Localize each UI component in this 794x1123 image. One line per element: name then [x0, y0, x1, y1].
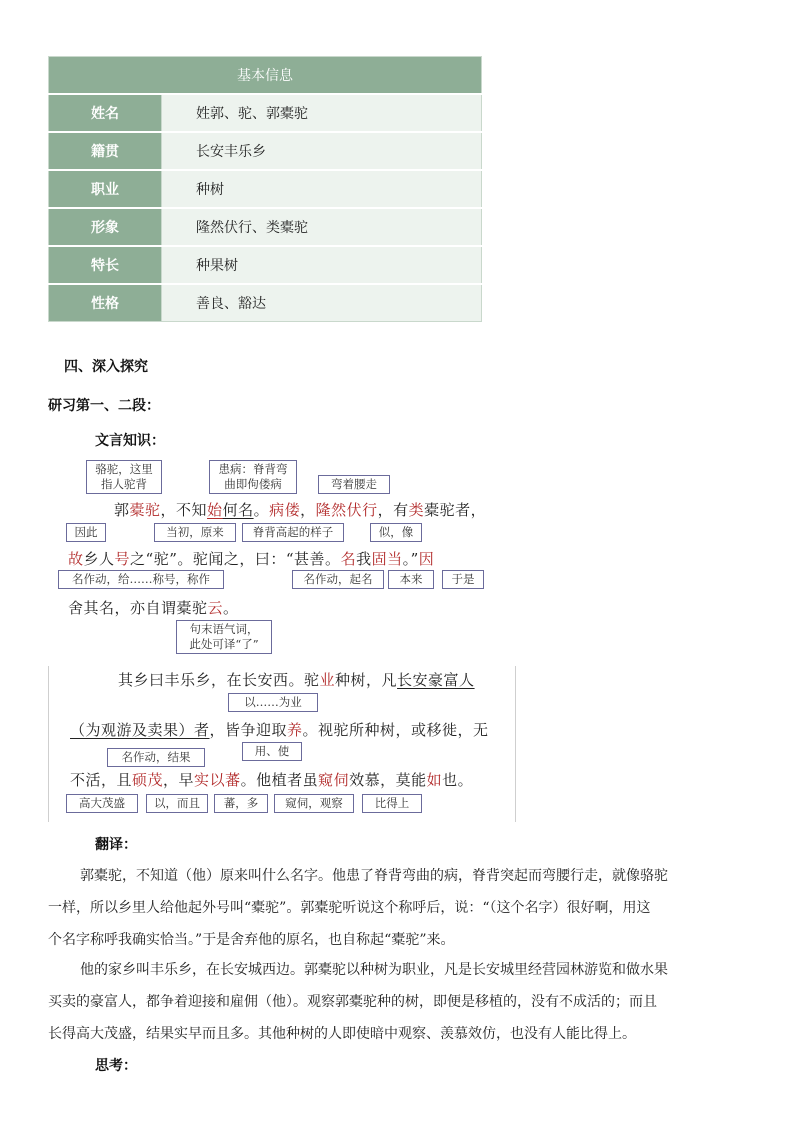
- annotation-box: 脊背高起的样子: [242, 523, 344, 542]
- annotated-text: [48, 454, 518, 824]
- annotation-box: 蕃，多: [214, 794, 268, 813]
- row-key: 特长: [49, 246, 162, 284]
- text-line: 故乡人号之“驼”。驼闻之，曰：“甚善。名我固当。”因: [68, 550, 435, 568]
- text-line: 其乡曰丰乐乡，在长安西。驼业种树，凡长安豪富人: [118, 671, 475, 689]
- subsection-title: 研习第一、二段：: [48, 398, 160, 414]
- section-title: 四、深入探究: [64, 359, 148, 375]
- table-row: [49, 284, 482, 322]
- annotation-box: 用、使: [242, 742, 302, 761]
- annotation-box: 名作动，起名: [292, 570, 384, 589]
- text-line: （为观游及卖果）者，皆争迎取养。视驼所种树，或移徙，无: [70, 721, 489, 739]
- table-row: [49, 208, 482, 246]
- table-header: 基本信息: [49, 57, 482, 95]
- annotation-box: 窥伺，观察: [274, 794, 354, 813]
- annotation-box: 当初，原来: [154, 523, 236, 542]
- annotation-box: 以……为业: [228, 693, 318, 712]
- basic-info-table: [48, 56, 482, 322]
- table-row: [49, 94, 482, 132]
- annotation-box: 弯着腰走: [318, 475, 390, 494]
- row-key: 职业: [49, 170, 162, 208]
- translation-title: 翻译：: [95, 837, 137, 853]
- annotation-box: 以，而且: [146, 794, 208, 813]
- text-line: 舍其名，亦自谓橐驼云。: [68, 599, 239, 617]
- table-row: [49, 170, 482, 208]
- annotation-box: 患病：脊背弯 曲即佝偻病: [209, 460, 297, 494]
- row-value: 姓郭、驼、郭橐驼: [162, 94, 482, 132]
- table-row: [49, 246, 482, 284]
- annotation-box: 似，像: [370, 523, 422, 542]
- knowledge-title: 文言知识：: [95, 433, 165, 449]
- annotation-box: 因此: [66, 523, 106, 542]
- row-value: 长安丰乐乡: [162, 132, 482, 170]
- row-value: 种果树: [162, 246, 482, 284]
- row-value: 隆然伏行、类橐驼: [162, 208, 482, 246]
- row-key: 籍贯: [49, 132, 162, 170]
- row-key: 形象: [49, 208, 162, 246]
- translation-paragraph: 郭橐驼，不知道（他）原来叫什么名字。他患了脊背弯曲的病，脊背突起而弯腰行走，就像骆驼 一样，所以乡里人给他起外号叫“橐驼”。郭橐驼听说这个称呼后，说：“（这个名字）很好啊，用这 个名字称呼我确实恰当。”于是舍弃他的原名，也自称起“橐驼”来。: [48, 868, 668, 948]
- annotation-box: 名作动，结果: [107, 748, 205, 767]
- row-key: 性格: [49, 284, 162, 322]
- annotation-box: 骆驼，这里 指人驼背: [86, 460, 162, 494]
- annotation-box: 比得上: [362, 794, 422, 813]
- table-row: [49, 132, 482, 170]
- row-key: 姓名: [49, 94, 162, 132]
- translation-paragraph: 他的家乡叫丰乐乡，在长安城西边。郭橐驼以种树为职业，凡是长安城里经营园林游览和做水果 买卖的豪富人，都争着迎接和雇佣（他）。观察郭橐驼种的树，即便是移植的，没有不成活的；而且 长得高大茂盛，结果实早而且多。其他种树的人即使暗中观察、羡慕效仿，也没有人能比得上。: [48, 962, 668, 1042]
- annotation-box: 于是: [442, 570, 484, 589]
- row-value: 善良、豁达: [162, 284, 482, 322]
- annotation-box: 高大茂盛: [66, 794, 138, 813]
- annotation-box: 本来: [388, 570, 434, 589]
- row-value: 种树: [162, 170, 482, 208]
- text-line: 不活，且硕茂，早实以蕃。他植者虽窥伺效慕，莫能如也。: [70, 771, 474, 789]
- annotation-box: 名作动，给……称号，称作: [58, 570, 224, 589]
- think-title: 思考：: [95, 1058, 137, 1074]
- annotation-box: 句末语气词， 此处可译“了”: [176, 620, 272, 654]
- text-line: 郭橐驼，不知始何名。病偻，隆然伏行，有类橐驼者，: [114, 501, 487, 519]
